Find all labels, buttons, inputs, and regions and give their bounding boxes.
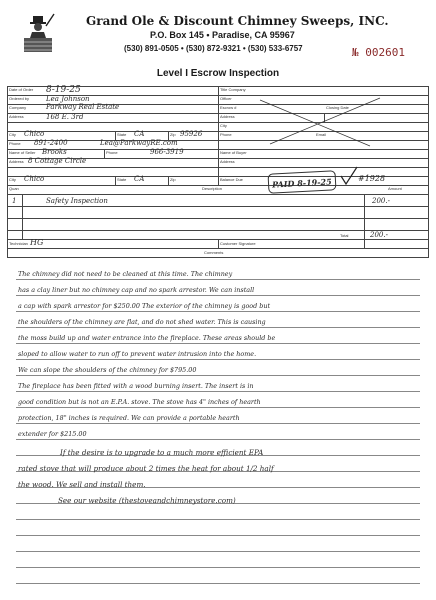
email-written-value: Lea@ParkwayRE.com bbox=[100, 139, 178, 147]
state-value: CA bbox=[134, 130, 145, 138]
label-address: Address bbox=[9, 114, 24, 119]
comment-line: a cap with spark arrestor for $250.00 The exterior of the chimney is good but bbox=[18, 302, 271, 310]
label-officer: Officer bbox=[220, 96, 232, 101]
comment-line: good condition but is not an E.P.A. stove. The stove has 4" inches of hearth bbox=[18, 398, 261, 406]
line-quan-value: 1 bbox=[12, 197, 17, 205]
company-logo bbox=[18, 12, 58, 56]
label-phone: Phone bbox=[9, 141, 21, 146]
seller-name-value: Brooks bbox=[42, 148, 67, 156]
label-customer-signature: Customer Signature bbox=[220, 241, 256, 246]
label-right-city: City bbox=[220, 123, 227, 128]
label-description: Description bbox=[202, 186, 223, 191]
label-ordered-by: Ordered by bbox=[9, 96, 30, 101]
comment-line: We can slope the shoulders of the chimney for $795.00 bbox=[18, 366, 197, 374]
address-value: 168 E. 3rd bbox=[46, 113, 84, 121]
comment-line: protection, 18" inches is required. We can provide a portable hearth bbox=[18, 414, 240, 422]
label-balance-due: Balance Due bbox=[220, 177, 243, 182]
seller-state-value: CA bbox=[134, 175, 145, 183]
label-city: City bbox=[9, 132, 16, 137]
label-seller-address: Address bbox=[9, 159, 24, 164]
label-seller-city: City bbox=[9, 177, 16, 182]
zip-value: 95926 bbox=[180, 130, 203, 138]
company-value: Parkway Real Estate bbox=[46, 103, 120, 111]
label-amount: Amount bbox=[388, 186, 402, 191]
label-right-phone: Phone bbox=[220, 132, 232, 137]
comment-line: sloped to allow water to run off to prevent water intrusion into the home. bbox=[18, 350, 257, 358]
label-comments: Comments bbox=[204, 250, 224, 255]
label-seller-state: State bbox=[117, 177, 127, 182]
company-address: P.O. Box 145 • Paradise, CA 95967 bbox=[150, 30, 295, 40]
comment-line: the wood. We sell and install them. bbox=[18, 480, 146, 489]
label-quan: Quan bbox=[9, 186, 19, 191]
comment-line: the moss build up and water entrance into the fireplace. These areas should be bbox=[18, 334, 276, 342]
label-name-of-seller: Name of Seller bbox=[9, 150, 36, 155]
label-closing-date: Closing Date bbox=[326, 105, 349, 110]
label-zip: Zip bbox=[170, 132, 176, 137]
form-number: № 002601 bbox=[352, 46, 405, 59]
ordered-by-value: Lea Johnson bbox=[46, 95, 90, 103]
comment-line: See our website (thestoveandchimneystore.com) bbox=[58, 496, 236, 505]
line-description-value: Safety Inspection bbox=[46, 197, 108, 205]
paid-stamp: PAID 8-19-25 bbox=[268, 170, 337, 194]
comment-line: The fireplace has been fitted with a wood burning insert. The insert is in bbox=[18, 382, 254, 390]
seller-city-value: Chico bbox=[24, 175, 45, 183]
label-state: State bbox=[117, 132, 127, 137]
comment-line: extender for $215.00 bbox=[18, 430, 87, 438]
phone-value: 891-2400 bbox=[34, 139, 68, 147]
label-seller-phone: Phone bbox=[106, 150, 118, 155]
comment-line: The chimney did not need to be cleaned at this time. The chimney bbox=[18, 270, 233, 278]
company-phones: (530) 891-0505 • (530) 872-9321 • (530) 533-6757 bbox=[124, 44, 303, 53]
seller-phone-value: 966-3919 bbox=[150, 148, 184, 156]
label-seller-zip: Zip bbox=[170, 177, 176, 182]
comment-line: the shoulders of the chimney are flat, and do not shed water. This is causing bbox=[18, 318, 266, 326]
city-value: Chico bbox=[24, 130, 45, 138]
company-name: Grand Ole & Discount Chimney Sweeps, INC. bbox=[86, 14, 389, 28]
label-name-of-buyer: Name of Buyer bbox=[220, 150, 247, 155]
label-date-of-order: Date of Order bbox=[9, 87, 34, 92]
label-technician: Technician bbox=[9, 241, 28, 246]
technician-value: HG bbox=[30, 238, 44, 247]
line-amount-value: 200.- bbox=[372, 197, 390, 205]
label-email: Email bbox=[316, 132, 327, 137]
label-escrow: Escrow # bbox=[220, 105, 237, 110]
check-number-value: #1928 bbox=[358, 174, 386, 183]
crossed-out-mark bbox=[220, 96, 420, 151]
label-right-address-2: Address bbox=[220, 159, 235, 164]
date-of-order-value: 8-19-25 bbox=[46, 85, 81, 95]
label-company: Company bbox=[9, 105, 27, 110]
seller-address-value: 8 Cottage Circle bbox=[28, 157, 87, 165]
label-title-company: Title Company bbox=[220, 87, 246, 92]
comment-line: rated stove that will produce about 2 times the heat for about 1/2 half bbox=[18, 464, 274, 473]
comment-line: has a clay liner but no chimney cap and no spark arrestor. We can install bbox=[18, 286, 255, 294]
checkmark-icon bbox=[340, 166, 358, 191]
comment-line: If the desire is to upgrade to a much more efficient EPA bbox=[60, 448, 264, 457]
label-right-address: Address bbox=[220, 114, 235, 119]
form-title: Level I Escrow Inspection bbox=[156, 68, 280, 79]
total-value: 200.- bbox=[370, 231, 388, 239]
label-total: Total bbox=[340, 233, 349, 238]
